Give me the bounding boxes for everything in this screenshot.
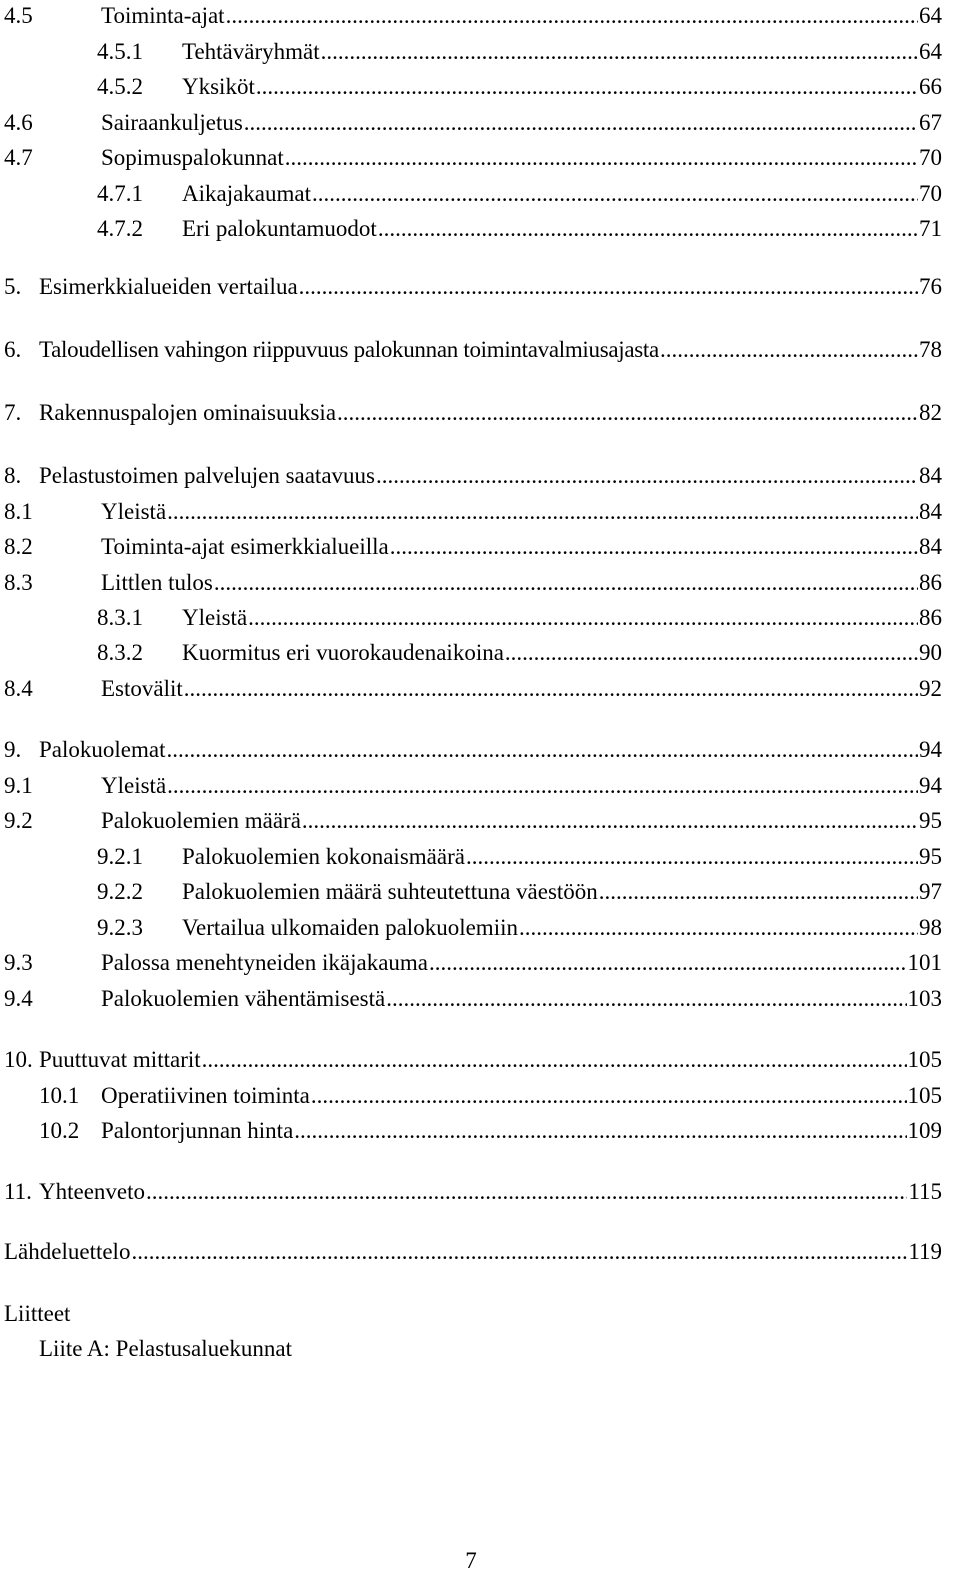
dot-leader	[390, 532, 918, 562]
toc-entry-number: 8.2	[4, 534, 33, 559]
dot-leader	[312, 179, 918, 209]
dot-leader	[256, 72, 918, 102]
toc-entry-title: Vertailua ulkomaiden palokuolemiin	[182, 915, 518, 940]
toc-entry-page: 94	[919, 737, 942, 762]
dot-leader	[294, 1116, 906, 1146]
toc-entry-number: 9.	[4, 737, 22, 762]
toc-entry-title: Aikajakaumat	[182, 181, 312, 206]
toc-entry-title: Estovälit	[101, 676, 183, 701]
toc-entry-10[interactable]	[4, 1045, 942, 1075]
toc-entry-page: 64	[919, 3, 942, 28]
toc-entry-8-3-1[interactable]	[97, 603, 942, 633]
toc-entry-title: Yhteenveto	[39, 1179, 146, 1204]
toc-entry-number: 9.2.2	[97, 879, 143, 904]
toc-entry-title: Palossa menehtyneiden ikäjakauma	[101, 950, 429, 975]
toc-entry-9-2-1[interactable]	[97, 842, 942, 872]
toc-entry-9-2-2[interactable]	[97, 877, 942, 907]
dot-leader	[146, 1177, 907, 1207]
toc-entry-page: 97	[919, 879, 942, 904]
toc-entry-number: 8.3.1	[97, 605, 143, 630]
dot-leader	[299, 272, 918, 302]
toc-entry-title: Palokuolemat	[39, 737, 166, 762]
dot-leader	[376, 461, 918, 491]
dot-leader	[214, 568, 918, 598]
toc-entry-title: Yleistä	[101, 773, 167, 798]
toc-entry-page: 90	[919, 640, 942, 665]
toc-entry-7[interactable]	[4, 398, 942, 428]
toc-entry-page: 84	[919, 463, 942, 488]
toc-entry-page: 109	[907, 1118, 942, 1143]
toc-entry-8[interactable]	[4, 461, 942, 491]
toc-entry-page: 95	[919, 808, 942, 833]
toc-entry-4-7[interactable]	[4, 143, 942, 173]
toc-entry-number: 10.2	[39, 1118, 80, 1143]
toc-entry-number: 11.	[4, 1179, 32, 1204]
toc-entry-8-3-2[interactable]	[97, 638, 942, 668]
toc-entry-title: Tehtäväryhmät	[182, 39, 320, 64]
toc-entry-title: Taloudellisen vahingon riippuvuus palokunnan toimintavalmiusajasta	[39, 337, 659, 362]
toc-entry-title: Palontorjunnan hinta	[101, 1118, 294, 1143]
toc-entry-number: 10.	[4, 1047, 33, 1072]
toc-entry-title: Yksiköt	[182, 74, 255, 99]
dot-leader	[337, 398, 918, 428]
dot-leader	[378, 214, 918, 244]
toc-entry-number: 4.6	[4, 110, 33, 135]
toc-entry-title: Operatiivinen toiminta	[101, 1083, 310, 1108]
toc-entry-9[interactable]	[4, 735, 942, 765]
toc-entry-10-1[interactable]	[39, 1081, 942, 1111]
toc-entry-page: 82	[919, 400, 942, 425]
toc-entry-references[interactable]	[4, 1237, 942, 1267]
toc-entry-number: 8.4	[4, 676, 33, 701]
toc-entry-title: Sairaankuljetus	[101, 110, 243, 135]
page-number: 7	[465, 1548, 477, 1573]
toc-entry-number: 4.5.2	[97, 74, 143, 99]
dot-leader	[505, 638, 918, 668]
dot-leader	[202, 1045, 907, 1075]
toc-entry-title: Kuormitus eri vuorokaudenaikoina	[182, 640, 504, 665]
appendix-item[interactable]: Liite A: Pelastusaluekunnat	[39, 1336, 292, 1361]
toc-entry-title: Toiminta-ajat esimerkkialueilla	[101, 534, 389, 559]
toc-entry-page: 105	[907, 1083, 942, 1108]
dot-leader	[131, 1237, 907, 1267]
toc-entry-page: 101	[907, 950, 942, 975]
toc-entry-page: 98	[919, 915, 942, 940]
toc-entry-8-3[interactable]	[4, 568, 942, 598]
toc-entry-number: 4.7.2	[97, 216, 143, 241]
toc-entry-title: Palokuolemien kokonaismäärä	[182, 844, 465, 869]
dot-leader	[167, 497, 918, 527]
toc-entry-page: 70	[919, 181, 942, 206]
toc-entry-title: Littlen tulos	[101, 570, 213, 595]
toc-entry-8-2[interactable]	[4, 532, 942, 562]
toc-entry-title: Palokuolemien määrä suhteutettuna väestöön	[182, 879, 598, 904]
dot-leader	[386, 984, 906, 1014]
toc-entry-9-2-3[interactable]	[97, 913, 942, 943]
toc-entry-8-4[interactable]	[4, 674, 942, 704]
toc-entry-page: 67	[919, 110, 942, 135]
toc-entry-number: 9.2.1	[97, 844, 143, 869]
toc-entry-page: 92	[919, 676, 942, 701]
toc-entry-number: 7.	[4, 400, 22, 425]
toc-entry-11[interactable]	[4, 1177, 942, 1207]
dot-leader	[466, 842, 918, 872]
toc-entry-number: 9.2	[4, 808, 33, 833]
dot-leader	[184, 674, 918, 704]
toc-entry-number: 4.7	[4, 145, 33, 170]
dot-leader	[248, 603, 918, 633]
toc-entry-number: 9.2.3	[97, 915, 143, 940]
toc-entry-title: Yleistä	[182, 605, 248, 630]
toc-entry-page: 103	[907, 986, 942, 1011]
toc-entry-number: 8.1	[4, 499, 33, 524]
dot-leader	[321, 37, 918, 67]
toc-entry-number: 4.5.1	[97, 39, 143, 64]
toc-entry-9-4[interactable]	[4, 984, 942, 1014]
toc-entry-number: 10.1	[39, 1083, 80, 1108]
toc-entry-page: 78	[919, 337, 942, 362]
toc-entry-number: 8.3.2	[97, 640, 143, 665]
toc-entry-title: Esimerkkialueiden vertailua	[39, 274, 298, 299]
toc-entry-page: 70	[919, 145, 942, 170]
toc-entry-page: 86	[919, 605, 942, 630]
dot-leader	[311, 1081, 907, 1111]
toc-entry-6[interactable]	[4, 335, 942, 365]
toc-entry-5[interactable]	[4, 272, 942, 302]
toc-entry-page: 119	[908, 1239, 942, 1264]
dot-leader	[519, 913, 918, 943]
toc-entry-title: Rakennuspalojen ominaisuuksia	[39, 400, 337, 425]
toc-entry-4-7-2[interactable]	[97, 214, 942, 244]
toc-entry-title: Toiminta-ajat	[101, 3, 225, 28]
toc-entry-9-3[interactable]	[4, 948, 942, 978]
toc-entry-number: 4.5	[4, 3, 33, 28]
toc-entry-number: 9.4	[4, 986, 33, 1011]
toc-entry-page: 66	[919, 74, 942, 99]
toc-entry-4-5[interactable]	[4, 1, 942, 31]
toc-entry-page: 71	[919, 216, 942, 241]
dot-leader	[167, 771, 918, 801]
toc-entry-number: 6.	[4, 337, 22, 362]
toc-entry-title: Puuttuvat mittarit	[39, 1047, 201, 1072]
toc-entry-number: 8.3	[4, 570, 33, 595]
toc-entry-8-1[interactable]	[4, 497, 942, 527]
toc-entry-title: Yleistä	[101, 499, 167, 524]
toc-entry-4-6[interactable]	[4, 108, 942, 138]
toc-entry-number: 4.7.1	[97, 181, 143, 206]
dot-leader	[660, 335, 918, 365]
toc-entry-4-7-1[interactable]	[97, 179, 942, 209]
toc-entry-title: Palokuolemien vähentämisestä	[101, 986, 386, 1011]
toc-entry-page: 76	[919, 274, 942, 299]
toc-entry-page: 105	[907, 1047, 942, 1072]
toc-entry-10-2[interactable]	[39, 1116, 942, 1146]
toc-entry-4-5-1[interactable]	[97, 37, 942, 67]
toc-entry-title: Palokuolemien määrä	[101, 808, 301, 833]
dot-leader	[226, 1, 918, 31]
dot-leader	[599, 877, 918, 907]
dot-leader	[285, 143, 918, 173]
toc-entry-title: Pelastustoimen palvelujen saatavuus	[39, 463, 375, 488]
dot-leader	[302, 806, 918, 836]
toc-entry-9-1[interactable]	[4, 771, 942, 801]
toc-entry-number: 9.3	[4, 950, 33, 975]
toc-entry-page: 95	[919, 844, 942, 869]
toc-entry-title: Sopimuspalokunnat	[101, 145, 284, 170]
dot-leader	[244, 108, 918, 138]
dot-leader	[429, 948, 906, 978]
toc-entry-number: 9.1	[4, 773, 33, 798]
toc-entry-page: 115	[908, 1179, 942, 1204]
toc-entry-title: Eri palokuntamuodot	[182, 216, 377, 241]
dot-leader	[166, 735, 918, 765]
toc-entry-number: 8.	[4, 463, 22, 488]
toc-entry-page: 86	[919, 570, 942, 595]
appendix-heading: Liitteet	[4, 1301, 71, 1326]
toc-entry-4-5-2[interactable]	[97, 72, 942, 102]
toc-entry-number: 5.	[4, 274, 22, 299]
toc-entry-page: 64	[919, 39, 942, 64]
toc-entry-9-2[interactable]	[4, 806, 942, 836]
toc-entry-page: 84	[919, 534, 942, 559]
toc-entry-title: Lähdeluettelo	[4, 1239, 131, 1264]
toc-entry-page: 94	[919, 773, 942, 798]
toc-entry-page: 84	[919, 499, 942, 524]
